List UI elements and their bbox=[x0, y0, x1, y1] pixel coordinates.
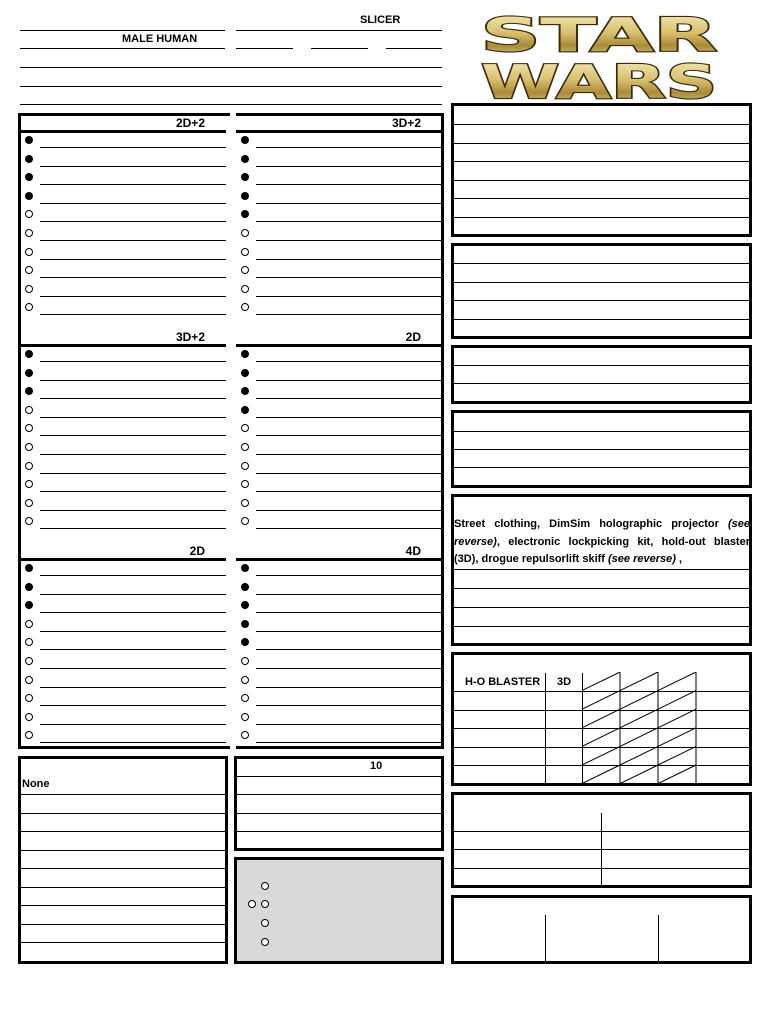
skill-line[interactable] bbox=[256, 687, 442, 688]
skill-dot-empty[interactable] bbox=[25, 620, 33, 628]
wounds-line[interactable] bbox=[454, 831, 749, 832]
skill-line[interactable] bbox=[40, 417, 226, 418]
range-diagonals bbox=[582, 672, 697, 784]
skill-line[interactable] bbox=[256, 612, 442, 613]
attribute-dice: 3D+2 bbox=[391, 116, 421, 130]
skill-line[interactable] bbox=[40, 668, 226, 669]
personality-line[interactable] bbox=[454, 300, 749, 301]
skill-dot-empty[interactable] bbox=[25, 462, 33, 470]
quote-line[interactable] bbox=[454, 449, 749, 450]
skill-line[interactable] bbox=[40, 398, 226, 399]
range-diagonal bbox=[582, 691, 620, 710]
physical-description-line[interactable] bbox=[20, 104, 442, 105]
height-line[interactable] bbox=[386, 48, 442, 49]
skill-dot-filled[interactable] bbox=[241, 136, 249, 144]
special-abilities-line[interactable] bbox=[21, 850, 225, 851]
attribute-dice: 2D+2 bbox=[175, 116, 205, 130]
species-line[interactable] bbox=[20, 48, 225, 49]
skill-dot-empty[interactable] bbox=[241, 285, 249, 293]
skill-line[interactable] bbox=[256, 166, 442, 167]
point-circle[interactable] bbox=[248, 900, 256, 908]
skill-dot-filled[interactable] bbox=[25, 155, 33, 163]
skill-dot-empty[interactable] bbox=[25, 229, 33, 237]
quote-line[interactable] bbox=[454, 431, 749, 432]
range-diagonal bbox=[582, 672, 620, 691]
range-diagonal bbox=[582, 765, 620, 784]
skill-dot-empty[interactable] bbox=[25, 443, 33, 451]
background-line[interactable] bbox=[454, 198, 749, 199]
character-points-divider bbox=[658, 915, 659, 961]
skill-dot-empty[interactable] bbox=[25, 676, 33, 684]
skill-line[interactable] bbox=[256, 491, 442, 492]
skill-line[interactable] bbox=[40, 510, 226, 511]
character-points-divider bbox=[545, 915, 546, 961]
range-diagonal bbox=[582, 709, 620, 728]
star-wars-logo bbox=[472, 10, 726, 102]
range-diagonal bbox=[658, 672, 696, 691]
move-line[interactable] bbox=[237, 813, 441, 814]
skill-line[interactable] bbox=[256, 668, 442, 669]
move-line[interactable] bbox=[237, 831, 441, 832]
skill-line[interactable] bbox=[40, 435, 226, 436]
skill-line[interactable] bbox=[256, 528, 442, 529]
equipment-text-1: Street clothing, DimSim holographic projector bbox=[454, 518, 728, 530]
background-line[interactable] bbox=[454, 161, 749, 162]
skill-dot-filled[interactable] bbox=[25, 564, 33, 572]
skill-dot-empty[interactable] bbox=[241, 499, 249, 507]
skill-line[interactable] bbox=[256, 296, 442, 297]
attributes-column-divider bbox=[230, 113, 236, 749]
skill-dot-filled[interactable] bbox=[241, 350, 249, 358]
skill-dot-empty[interactable] bbox=[241, 248, 249, 256]
skill-line[interactable] bbox=[40, 528, 226, 529]
special-abilities-line[interactable] bbox=[21, 794, 225, 795]
special-abilities-line[interactable] bbox=[21, 868, 225, 869]
skill-line[interactable] bbox=[256, 147, 442, 148]
skill-dot-empty[interactable] bbox=[241, 657, 249, 665]
range-diagonal bbox=[658, 709, 696, 728]
skill-line[interactable] bbox=[256, 575, 442, 576]
range-diagonal bbox=[620, 709, 658, 728]
skill-line[interactable] bbox=[40, 575, 226, 576]
skill-line[interactable] bbox=[40, 166, 226, 167]
weapon-col-line bbox=[545, 673, 546, 783]
range-diagonal bbox=[658, 746, 696, 765]
point-circle[interactable] bbox=[261, 900, 269, 908]
range-diagonal bbox=[582, 746, 620, 765]
skill-dot-empty[interactable] bbox=[241, 229, 249, 237]
move-value: 10 bbox=[370, 760, 383, 772]
skill-line[interactable] bbox=[40, 491, 226, 492]
skill-dot-filled[interactable] bbox=[25, 369, 33, 377]
skill-line[interactable] bbox=[40, 184, 226, 185]
skill-line[interactable] bbox=[256, 203, 442, 204]
skill-line[interactable] bbox=[40, 240, 226, 241]
skill-dot-filled[interactable] bbox=[241, 155, 249, 163]
range-diagonal bbox=[658, 691, 696, 710]
skill-dot-empty[interactable] bbox=[25, 713, 33, 721]
background-line[interactable] bbox=[454, 143, 749, 144]
skill-dot-filled[interactable] bbox=[241, 406, 249, 414]
attribute-dice: 3D+2 bbox=[175, 330, 205, 344]
skill-dot-filled[interactable] bbox=[241, 369, 249, 377]
attribute-separator bbox=[236, 344, 442, 347]
skill-dot-empty[interactable] bbox=[25, 248, 33, 256]
skill-dot-filled[interactable] bbox=[241, 583, 249, 591]
attribute-separator bbox=[236, 130, 442, 133]
background-line[interactable] bbox=[454, 180, 749, 181]
special-abilities-line[interactable] bbox=[21, 942, 225, 943]
equipment-line[interactable] bbox=[454, 588, 749, 589]
template-line[interactable] bbox=[236, 30, 442, 31]
skill-line[interactable] bbox=[256, 649, 442, 650]
range-diagonal bbox=[658, 728, 696, 747]
skill-line[interactable] bbox=[40, 314, 226, 315]
weapon-name: H-O BLASTER bbox=[465, 676, 541, 688]
equipment-line[interactable] bbox=[454, 607, 749, 608]
skill-line[interactable] bbox=[256, 184, 442, 185]
attribute-separator bbox=[20, 344, 226, 347]
skill-line[interactable] bbox=[256, 594, 442, 595]
attribute-separator bbox=[20, 130, 226, 133]
personality-line[interactable] bbox=[454, 282, 749, 283]
skill-dot-filled[interactable] bbox=[241, 564, 249, 572]
skill-line[interactable] bbox=[40, 742, 226, 743]
equipment-text-3: , bbox=[675, 553, 683, 565]
skill-dot-empty[interactable] bbox=[25, 657, 33, 665]
skill-line[interactable] bbox=[256, 221, 442, 222]
skill-line[interactable] bbox=[40, 380, 226, 381]
special-abilities-value: None bbox=[22, 778, 50, 790]
range-diagonal bbox=[582, 728, 620, 747]
personality-line[interactable] bbox=[454, 319, 749, 320]
age-line[interactable] bbox=[311, 48, 368, 49]
equipment-line[interactable] bbox=[454, 569, 749, 570]
point-circle[interactable] bbox=[261, 919, 269, 927]
objectives-line[interactable] bbox=[454, 383, 749, 384]
point-circle[interactable] bbox=[261, 882, 269, 890]
skill-line[interactable] bbox=[40, 705, 226, 706]
skill-dot-filled[interactable] bbox=[241, 620, 249, 628]
skill-line[interactable] bbox=[40, 147, 226, 148]
physical-description-line[interactable] bbox=[20, 86, 442, 87]
skill-line[interactable] bbox=[256, 631, 442, 632]
attribute-separator bbox=[20, 558, 226, 561]
skill-dot-empty[interactable] bbox=[241, 443, 249, 451]
skill-line[interactable] bbox=[256, 742, 442, 743]
attribute-dice: 4D bbox=[405, 544, 421, 558]
skill-line[interactable] bbox=[40, 612, 226, 613]
skill-dot-filled[interactable] bbox=[241, 192, 249, 200]
move-line[interactable] bbox=[237, 794, 441, 795]
skill-line[interactable] bbox=[40, 473, 226, 474]
skill-dot-filled[interactable] bbox=[25, 136, 33, 144]
point-circle[interactable] bbox=[261, 938, 269, 946]
skill-line[interactable] bbox=[40, 221, 226, 222]
skill-line[interactable] bbox=[256, 361, 442, 362]
skill-line[interactable] bbox=[256, 314, 442, 315]
skill-dot-filled[interactable] bbox=[25, 350, 33, 358]
skill-line[interactable] bbox=[256, 259, 442, 260]
wounds-line[interactable] bbox=[454, 849, 749, 850]
attribute-dice: 2D bbox=[189, 544, 205, 558]
background-line[interactable] bbox=[454, 217, 749, 218]
logo-line-1: STAR bbox=[481, 10, 717, 62]
range-diagonal bbox=[620, 746, 658, 765]
weapon-damage: 3D bbox=[557, 676, 572, 688]
skill-line[interactable] bbox=[256, 380, 442, 381]
wounds-line[interactable] bbox=[454, 868, 749, 869]
skill-dot-empty[interactable] bbox=[25, 499, 33, 507]
special-abilities-line[interactable] bbox=[21, 831, 225, 832]
background-line[interactable] bbox=[454, 124, 749, 125]
objectives-line[interactable] bbox=[454, 365, 749, 366]
skill-line[interactable] bbox=[40, 594, 226, 595]
special-abilities-line[interactable] bbox=[21, 924, 225, 925]
range-diagonal bbox=[620, 765, 658, 784]
attribute-separator bbox=[236, 558, 442, 561]
gender-line[interactable] bbox=[236, 48, 293, 49]
move-line[interactable] bbox=[237, 776, 441, 777]
skill-dot-empty[interactable] bbox=[241, 676, 249, 684]
objectives-box bbox=[451, 345, 752, 404]
range-diagonal bbox=[620, 672, 658, 691]
skill-line[interactable] bbox=[40, 631, 226, 632]
personality-line[interactable] bbox=[454, 263, 749, 264]
skill-line[interactable] bbox=[40, 361, 226, 362]
skill-line[interactable] bbox=[40, 277, 226, 278]
skill-line[interactable] bbox=[256, 417, 442, 418]
points-box bbox=[234, 857, 444, 964]
skill-dot-filled[interactable] bbox=[25, 192, 33, 200]
skill-line[interactable] bbox=[40, 649, 226, 650]
skill-line[interactable] bbox=[256, 724, 442, 725]
skill-line[interactable] bbox=[256, 277, 442, 278]
skill-dot-empty[interactable] bbox=[25, 406, 33, 414]
equipment-italic-2: (see reverse) bbox=[608, 553, 676, 565]
skill-dot-filled[interactable] bbox=[25, 583, 33, 591]
equipment-text bbox=[454, 516, 750, 569]
range-diagonal bbox=[620, 691, 658, 710]
skill-line[interactable] bbox=[40, 259, 226, 260]
skill-line[interactable] bbox=[40, 296, 226, 297]
skill-dot-empty[interactable] bbox=[241, 713, 249, 721]
special-abilities-box bbox=[18, 756, 228, 964]
skill-line[interactable] bbox=[256, 435, 442, 436]
skill-line[interactable] bbox=[40, 203, 226, 204]
skill-line[interactable] bbox=[256, 473, 442, 474]
skill-dot-empty[interactable] bbox=[241, 462, 249, 470]
skill-line[interactable] bbox=[256, 240, 442, 241]
special-abilities-line[interactable] bbox=[21, 813, 225, 814]
personality-box bbox=[451, 243, 752, 339]
skill-line[interactable] bbox=[256, 510, 442, 511]
attribute-dice: 2D bbox=[405, 330, 421, 344]
physical-description-line[interactable] bbox=[20, 67, 442, 68]
special-abilities-line[interactable] bbox=[21, 905, 225, 906]
skill-line[interactable] bbox=[40, 454, 226, 455]
range-diagonal bbox=[620, 728, 658, 747]
template-value: SLICER bbox=[360, 14, 401, 26]
equipment-italic-1: (see reverse) bbox=[454, 518, 750, 548]
skill-line[interactable] bbox=[256, 398, 442, 399]
character-points-box bbox=[451, 895, 752, 964]
quote-line[interactable] bbox=[454, 467, 749, 468]
skill-line[interactable] bbox=[40, 724, 226, 725]
equipment-line[interactable] bbox=[454, 626, 749, 627]
move-box bbox=[234, 756, 444, 851]
skill-line[interactable] bbox=[40, 687, 226, 688]
logo-line-2: WARS bbox=[481, 55, 717, 102]
skill-line[interactable] bbox=[256, 454, 442, 455]
name-line[interactable] bbox=[20, 30, 225, 31]
skill-dot-empty[interactable] bbox=[25, 285, 33, 293]
skill-line[interactable] bbox=[256, 705, 442, 706]
species-value: MALE HUMAN bbox=[122, 33, 198, 45]
range-diagonal bbox=[658, 765, 696, 784]
special-abilities-line[interactable] bbox=[21, 887, 225, 888]
equipment-text-2: , electronic lockpicking kit, hold-out blaster (3D), drogue repulsorlift skiff bbox=[454, 535, 750, 565]
